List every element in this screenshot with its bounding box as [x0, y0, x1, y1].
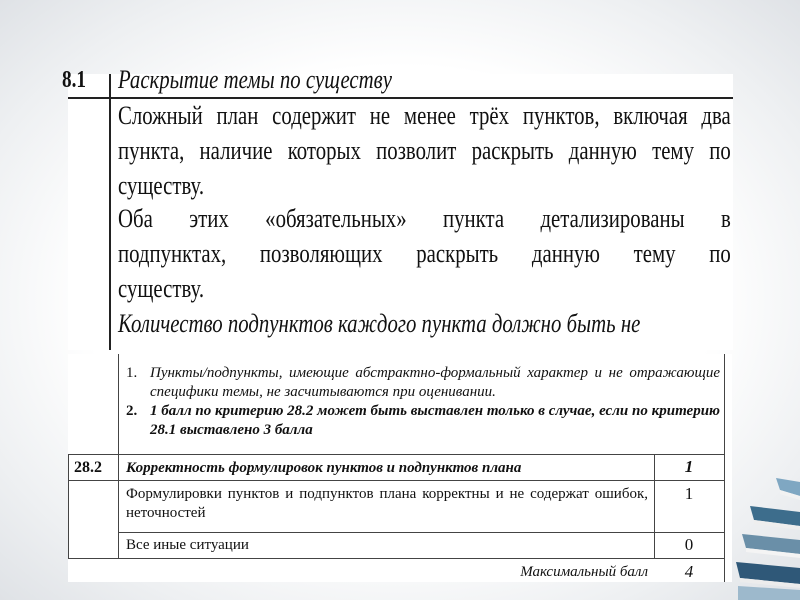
total-value: 4 — [684, 562, 694, 581]
criterion-text-line: существу. — [118, 171, 205, 200]
note-item — [126, 364, 720, 402]
criterion-text-line: Количество подпунктов каждого пункта должно быть не — [118, 309, 641, 338]
table-border — [68, 454, 725, 455]
notes-list — [126, 364, 720, 440]
total-label: Максимальный балл — [520, 564, 648, 580]
table-row-divider — [68, 97, 733, 99]
criterion-text-line: Оба этих «обязательных» пункта детализированы в — [118, 204, 731, 233]
criterion-text-line: подпунктах, позволяющих раскрыть данную тему по — [118, 239, 731, 268]
table-border — [68, 558, 725, 559]
note-number: 1. — [126, 365, 138, 381]
note-item — [126, 402, 720, 440]
score-description: Формулировки пунктов и подпунктов плана корректны и не содержат ошибок, неточностей — [126, 486, 648, 521]
table-border — [68, 454, 69, 558]
score-value: 0 — [684, 535, 694, 554]
score-value: 1 — [684, 484, 694, 503]
score-description: Все иные ситуации — [126, 537, 249, 553]
note-text: Пункты/подпункты, имеющие абстрактно-формальный характер и не отражающие специфики темы, не засчитываются при оценивании. — [150, 365, 720, 400]
criterion-title: Раскрытие темы по существу — [118, 65, 392, 94]
criterion-number: 28.2 — [74, 459, 102, 476]
books-decoration-icon — [736, 478, 800, 600]
criterion-number: 8.1 — [62, 67, 86, 93]
zoomed-table-fragment — [62, 65, 733, 350]
criterion-text-line: Сложный план содержит не менее трёх пунктов, включая два — [118, 101, 731, 130]
table-border — [118, 354, 119, 558]
scoring-table — [68, 354, 732, 582]
criterion-text-line: существу. — [118, 274, 205, 303]
note-text: 1 балл по критерию 28.2 может быть выставлен только в случае, если по критерию 28.1 выставлено 3 балла — [150, 403, 720, 438]
table-border — [68, 480, 725, 481]
table-column-divider — [109, 74, 111, 350]
table-border — [724, 354, 725, 582]
note-number: 2. — [126, 403, 138, 419]
table-border — [118, 532, 725, 533]
criterion-text-line: пункта, наличие которых позволит раскрыть данную тему по — [118, 136, 731, 165]
criterion-max-score: 1 — [684, 457, 694, 476]
criterion-title: Корректность формулировок пунктов и подпунктов плана — [126, 460, 522, 476]
